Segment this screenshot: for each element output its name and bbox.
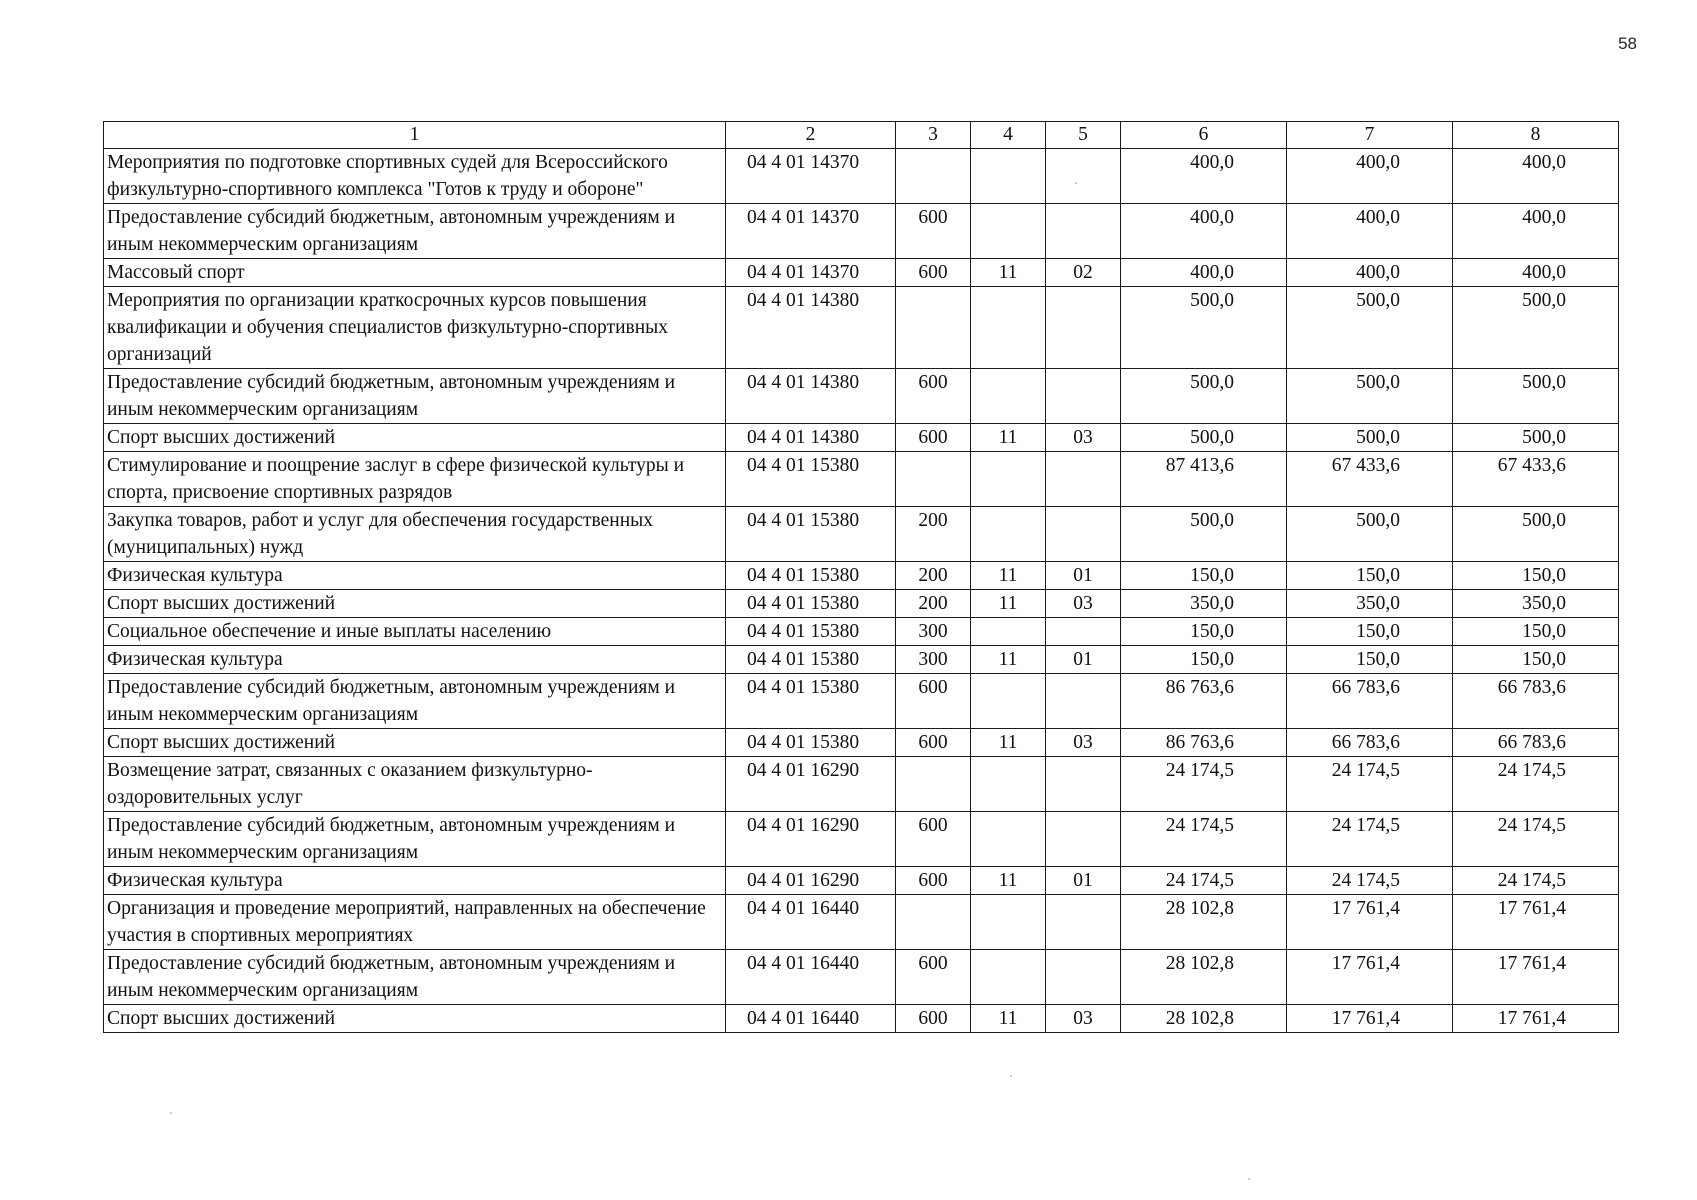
- cell-amount-year1: 28 102,8: [1121, 1005, 1287, 1033]
- scan-speck: [1075, 182, 1077, 184]
- header-col-name: 1: [104, 122, 726, 149]
- cell-name: Возмещение затрат, связанных с оказанием физкультурно-оздоровительных услуг: [104, 757, 726, 812]
- cell-expense-type: [896, 757, 971, 812]
- cell-amount-year3: 500,0: [1453, 507, 1619, 562]
- cell-subsection: 03: [1046, 590, 1121, 618]
- cell-amount-year2: 500,0: [1287, 287, 1453, 369]
- cell-subsection: 02: [1046, 259, 1121, 287]
- cell-expense-type: 600: [896, 812, 971, 867]
- cell-code: 04 4 01 15380: [726, 618, 896, 646]
- cell-section: 11: [971, 867, 1046, 895]
- cell-name: Закупка товаров, работ и услуг для обеспечения государственных (муниципальных) нужд: [104, 507, 726, 562]
- cell-name: Организация и проведение мероприятий, направленных на обеспечение участия в спортивных мероприятиях: [104, 895, 726, 950]
- cell-amount-year2: 17 761,4: [1287, 1005, 1453, 1033]
- table-row: [104, 562, 1619, 590]
- header-col-rz: 4: [971, 122, 1046, 149]
- cell-code: 04 4 01 15380: [726, 729, 896, 757]
- cell-code: 04 4 01 16440: [726, 895, 896, 950]
- cell-name: Предоставление субсидий бюджетным, автономным учреждениям и иным некоммерческим организациям: [104, 950, 726, 1005]
- cell-amount-year3: 24 174,5: [1453, 757, 1619, 812]
- cell-amount-year2: 500,0: [1287, 424, 1453, 452]
- cell-amount-year1: 500,0: [1121, 424, 1287, 452]
- cell-code: 04 4 01 15380: [726, 507, 896, 562]
- cell-amount-year1: 87 413,6: [1121, 452, 1287, 507]
- cell-subsection: [1046, 674, 1121, 729]
- cell-amount-year3: 67 433,6: [1453, 452, 1619, 507]
- cell-code: 04 4 01 15380: [726, 590, 896, 618]
- table-body: [104, 149, 1619, 1033]
- table-row: [104, 646, 1619, 674]
- cell-code: 04 4 01 14370: [726, 204, 896, 259]
- cell-code: 04 4 01 15380: [726, 562, 896, 590]
- cell-subsection: [1046, 757, 1121, 812]
- cell-amount-year1: 24 174,5: [1121, 757, 1287, 812]
- cell-code: 04 4 01 15380: [726, 646, 896, 674]
- cell-section: [971, 950, 1046, 1005]
- cell-amount-year1: 150,0: [1121, 562, 1287, 590]
- header-col-year2: 7: [1287, 122, 1453, 149]
- cell-name: Предоставление субсидий бюджетным, автономным учреждениям и иным некоммерческим организациям: [104, 812, 726, 867]
- cell-code: 04 4 01 16290: [726, 812, 896, 867]
- cell-amount-year2: 17 761,4: [1287, 895, 1453, 950]
- header-col-year3: 8: [1453, 122, 1619, 149]
- cell-subsection: [1046, 507, 1121, 562]
- scan-speck: [1248, 1178, 1250, 1180]
- cell-section: 11: [971, 562, 1046, 590]
- header-col-vr: 3: [896, 122, 971, 149]
- cell-amount-year1: 150,0: [1121, 646, 1287, 674]
- table-row: [104, 1005, 1619, 1033]
- cell-subsection: 03: [1046, 729, 1121, 757]
- cell-amount-year3: 150,0: [1453, 562, 1619, 590]
- table-row: [104, 618, 1619, 646]
- table-row: [104, 424, 1619, 452]
- cell-amount-year3: 17 761,4: [1453, 1005, 1619, 1033]
- cell-section: 11: [971, 424, 1046, 452]
- cell-amount-year3: 400,0: [1453, 204, 1619, 259]
- cell-amount-year1: 28 102,8: [1121, 950, 1287, 1005]
- cell-amount-year3: 150,0: [1453, 646, 1619, 674]
- cell-expense-type: [896, 895, 971, 950]
- budget-table: [103, 121, 1619, 1033]
- table-row: [104, 369, 1619, 424]
- cell-amount-year3: 500,0: [1453, 424, 1619, 452]
- header-col-year1: 6: [1121, 122, 1287, 149]
- cell-expense-type: 600: [896, 369, 971, 424]
- cell-name: Спорт высших достижений: [104, 424, 726, 452]
- cell-section: 11: [971, 646, 1046, 674]
- cell-section: 11: [971, 590, 1046, 618]
- cell-subsection: 01: [1046, 562, 1121, 590]
- cell-amount-year1: 150,0: [1121, 618, 1287, 646]
- table-row: [104, 729, 1619, 757]
- table-row: [104, 149, 1619, 204]
- cell-section: [971, 895, 1046, 950]
- cell-amount-year1: 24 174,5: [1121, 812, 1287, 867]
- cell-section: [971, 369, 1046, 424]
- cell-subsection: [1046, 287, 1121, 369]
- cell-subsection: [1046, 618, 1121, 646]
- cell-expense-type: 600: [896, 867, 971, 895]
- cell-section: 11: [971, 1005, 1046, 1033]
- table-row: [104, 204, 1619, 259]
- cell-section: [971, 618, 1046, 646]
- cell-subsection: 01: [1046, 867, 1121, 895]
- cell-amount-year3: 500,0: [1453, 287, 1619, 369]
- cell-section: [971, 287, 1046, 369]
- page-number: 58: [1618, 34, 1637, 53]
- cell-expense-type: 200: [896, 590, 971, 618]
- cell-code: 04 4 01 14380: [726, 287, 896, 369]
- cell-amount-year3: 400,0: [1453, 259, 1619, 287]
- cell-code: 04 4 01 15380: [726, 674, 896, 729]
- cell-expense-type: 200: [896, 562, 971, 590]
- cell-amount-year3: 66 783,6: [1453, 674, 1619, 729]
- cell-section: 11: [971, 259, 1046, 287]
- cell-amount-year1: 500,0: [1121, 287, 1287, 369]
- cell-section: [971, 757, 1046, 812]
- cell-subsection: 03: [1046, 424, 1121, 452]
- cell-amount-year1: 24 174,5: [1121, 867, 1287, 895]
- cell-amount-year2: 500,0: [1287, 507, 1453, 562]
- cell-name: Физическая культура: [104, 867, 726, 895]
- cell-name: Предоставление субсидий бюджетным, автономным учреждениям и иным некоммерческим организациям: [104, 369, 726, 424]
- cell-code: 04 4 01 16290: [726, 867, 896, 895]
- cell-amount-year2: 24 174,5: [1287, 812, 1453, 867]
- cell-code: 04 4 01 14370: [726, 149, 896, 204]
- cell-name: Мероприятия по подготовке спортивных судей для Всероссийского физкультурно-спортивного комплекса "Готов к труду и обороне": [104, 149, 726, 204]
- table-row: [104, 452, 1619, 507]
- cell-subsection: [1046, 895, 1121, 950]
- cell-subsection: 03: [1046, 1005, 1121, 1033]
- cell-amount-year3: 17 761,4: [1453, 950, 1619, 1005]
- table-row: [104, 867, 1619, 895]
- cell-amount-year3: 150,0: [1453, 618, 1619, 646]
- cell-expense-type: [896, 287, 971, 369]
- cell-name: Спорт высших достижений: [104, 590, 726, 618]
- cell-amount-year3: 24 174,5: [1453, 867, 1619, 895]
- cell-amount-year2: 150,0: [1287, 618, 1453, 646]
- table-row: [104, 812, 1619, 867]
- header-col-code: 2: [726, 122, 896, 149]
- scan-speck: [170, 1112, 172, 1114]
- cell-expense-type: [896, 149, 971, 204]
- cell-section: [971, 149, 1046, 204]
- cell-amount-year2: 150,0: [1287, 562, 1453, 590]
- cell-code: 04 4 01 14380: [726, 424, 896, 452]
- cell-amount-year1: 350,0: [1121, 590, 1287, 618]
- cell-amount-year3: 500,0: [1453, 369, 1619, 424]
- cell-name: Мероприятия по организации краткосрочных курсов повышения квалификации и обучения специалистов физкультурно-спортивных организаций: [104, 287, 726, 369]
- header-col-pr: 5: [1046, 122, 1121, 149]
- cell-amount-year2: 500,0: [1287, 369, 1453, 424]
- cell-section: [971, 674, 1046, 729]
- cell-amount-year1: 28 102,8: [1121, 895, 1287, 950]
- cell-amount-year2: 66 783,6: [1287, 729, 1453, 757]
- scan-speck: [1010, 1075, 1012, 1077]
- cell-section: [971, 507, 1046, 562]
- cell-expense-type: [896, 452, 971, 507]
- cell-name: Предоставление субсидий бюджетным, автономным учреждениям и иным некоммерческим организациям: [104, 204, 726, 259]
- table-row: [104, 507, 1619, 562]
- table-row: [104, 590, 1619, 618]
- cell-amount-year3: 66 783,6: [1453, 729, 1619, 757]
- cell-expense-type: 600: [896, 1005, 971, 1033]
- cell-expense-type: 600: [896, 729, 971, 757]
- cell-expense-type: 600: [896, 259, 971, 287]
- cell-subsection: 01: [1046, 646, 1121, 674]
- cell-subsection: [1046, 452, 1121, 507]
- cell-expense-type: 600: [896, 950, 971, 1005]
- cell-section: [971, 452, 1046, 507]
- cell-name: Спорт высших достижений: [104, 729, 726, 757]
- cell-amount-year2: 400,0: [1287, 259, 1453, 287]
- cell-expense-type: 600: [896, 424, 971, 452]
- cell-amount-year3: 24 174,5: [1453, 812, 1619, 867]
- cell-section: [971, 204, 1046, 259]
- cell-amount-year1: 400,0: [1121, 204, 1287, 259]
- cell-subsection: [1046, 812, 1121, 867]
- table-row: [104, 259, 1619, 287]
- cell-name: Массовый спорт: [104, 259, 726, 287]
- cell-amount-year3: 17 761,4: [1453, 895, 1619, 950]
- cell-amount-year1: 400,0: [1121, 259, 1287, 287]
- cell-subsection: [1046, 950, 1121, 1005]
- cell-name: Стимулирование и поощрение заслуг в сфере физической культуры и спорта, присвоение спортивных разрядов: [104, 452, 726, 507]
- header-row: [104, 122, 1619, 149]
- cell-amount-year3: 400,0: [1453, 149, 1619, 204]
- cell-name: Физическая культура: [104, 562, 726, 590]
- cell-amount-year2: 24 174,5: [1287, 867, 1453, 895]
- table-row: [104, 287, 1619, 369]
- cell-name: Физическая культура: [104, 646, 726, 674]
- cell-subsection: [1046, 149, 1121, 204]
- cell-name: Социальное обеспечение и иные выплаты населению: [104, 618, 726, 646]
- cell-amount-year2: 66 783,6: [1287, 674, 1453, 729]
- cell-subsection: [1046, 204, 1121, 259]
- cell-amount-year2: 150,0: [1287, 646, 1453, 674]
- cell-amount-year2: 400,0: [1287, 204, 1453, 259]
- cell-code: 04 4 01 14370: [726, 259, 896, 287]
- cell-code: 04 4 01 14380: [726, 369, 896, 424]
- cell-code: 04 4 01 15380: [726, 452, 896, 507]
- cell-amount-year1: 500,0: [1121, 369, 1287, 424]
- cell-expense-type: 600: [896, 674, 971, 729]
- cell-code: 04 4 01 16440: [726, 950, 896, 1005]
- cell-code: 04 4 01 16290: [726, 757, 896, 812]
- cell-expense-type: 300: [896, 618, 971, 646]
- cell-amount-year2: 67 433,6: [1287, 452, 1453, 507]
- table-row: [104, 674, 1619, 729]
- cell-subsection: [1046, 369, 1121, 424]
- table-row: [104, 950, 1619, 1005]
- cell-section: [971, 812, 1046, 867]
- cell-amount-year2: 17 761,4: [1287, 950, 1453, 1005]
- cell-amount-year2: 350,0: [1287, 590, 1453, 618]
- cell-amount-year3: 350,0: [1453, 590, 1619, 618]
- cell-expense-type: 600: [896, 204, 971, 259]
- cell-expense-type: 300: [896, 646, 971, 674]
- cell-name: Предоставление субсидий бюджетным, автономным учреждениям и иным некоммерческим организациям: [104, 674, 726, 729]
- cell-name: Спорт высших достижений: [104, 1005, 726, 1033]
- cell-amount-year2: 24 174,5: [1287, 757, 1453, 812]
- cell-amount-year1: 86 763,6: [1121, 674, 1287, 729]
- cell-section: 11: [971, 729, 1046, 757]
- cell-amount-year1: 500,0: [1121, 507, 1287, 562]
- cell-amount-year1: 86 763,6: [1121, 729, 1287, 757]
- table-row: [104, 895, 1619, 950]
- cell-expense-type: 200: [896, 507, 971, 562]
- cell-amount-year1: 400,0: [1121, 149, 1287, 204]
- table-header: [104, 122, 1619, 149]
- table-row: [104, 757, 1619, 812]
- cell-code: 04 4 01 16440: [726, 1005, 896, 1033]
- cell-amount-year2: 400,0: [1287, 149, 1453, 204]
